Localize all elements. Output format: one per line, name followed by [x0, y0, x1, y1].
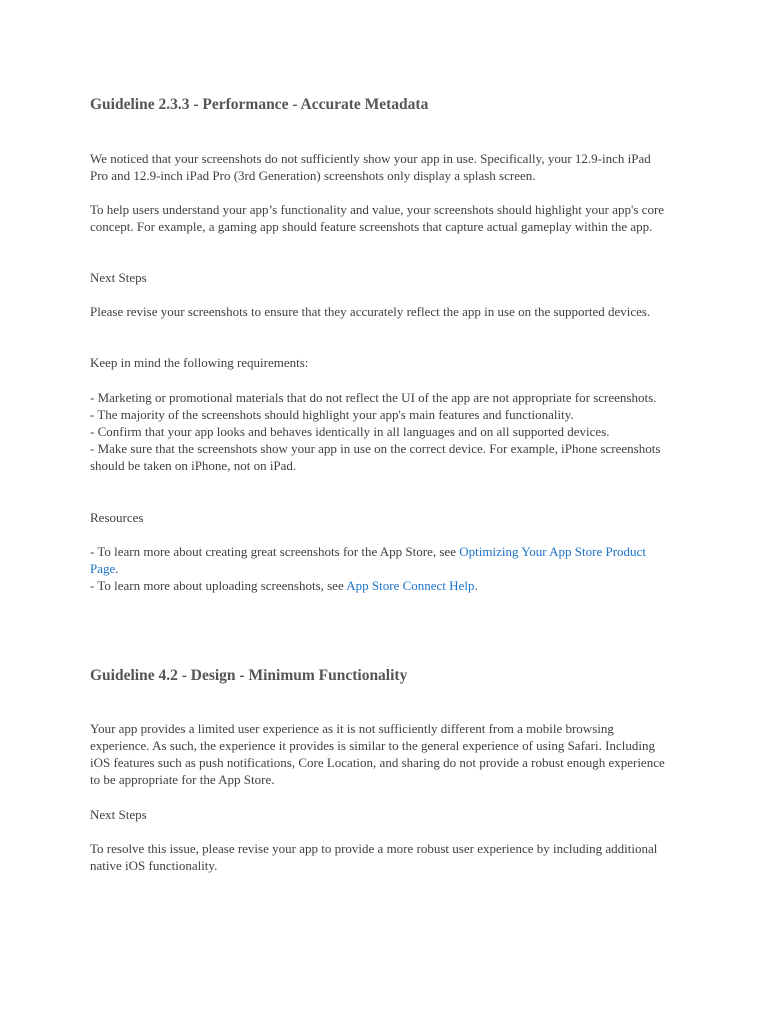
guideline-1-next-steps-label: Next Steps [90, 270, 147, 285]
resources-list [90, 543, 670, 594]
guideline-1-paragraph-3: Please revise your screenshots to ensure that they accurately reflect the app in use on the supported devices. [90, 304, 651, 319]
resource-item [90, 577, 670, 594]
requirement-item: - The majority of the screenshots should highlight your app's main features and functionality. [90, 407, 574, 422]
requirement-item: - Marketing or promotional materials that do not reflect the UI of the app are not appropriate for screenshots. [90, 390, 657, 405]
requirement-item: - Make sure that the screenshots show your app in use on the correct device. For example, iPhone screenshots should be taken on iPhone, not on iPad. [90, 441, 661, 473]
guideline-1-paragraph-1: We noticed that your screenshots do not sufficiently show your app in use. Specifically, your 12.9-inch iPad Pro and 12.9-inch iPad Pro (3rd Generation) screenshots only display a splash screen. [90, 151, 651, 183]
guideline-2-paragraph-2: To resolve this issue, please revise your app to provide a more robust user experience by including additional native iOS functionality. [90, 841, 658, 873]
guideline-2-next-steps-label: Next Steps [90, 807, 147, 822]
resource-item-prefix: - To learn more about creating great screenshots for the App Store, see [90, 544, 460, 559]
optimizing-product-page-link[interactable]: Optimizing Your App Store Product Page [90, 544, 646, 576]
guideline-1-title: Guideline 2.3.3 - Performance - Accurate Metadata [90, 96, 429, 113]
requirements-intro: Keep in mind the following requirements: [90, 355, 309, 370]
resource-item-prefix: - To learn more about uploading screenshots, see [90, 578, 347, 593]
guideline-2-title: Guideline 4.2 - Design - Minimum Functionality [90, 667, 408, 684]
resource-item-suffix: . [474, 578, 478, 593]
guideline-2-paragraph-1: Your app provides a limited user experience as it is not sufficiently different from a mobile browsing experience. As such, the experience it provides is similar to the general experience of using Safari. Including iOS features such as push notifications, Core Location, and sharing do not provide a robust enough experience to be appropriate for the App Store. [90, 721, 665, 787]
guideline-1-paragraph-2: To help users understand your app’s functionality and value, your screenshots should highlight your app's core concept. For example, a gaming app should feature screenshots that capture actual gameplay within the app. [90, 202, 665, 234]
requirements-list [90, 389, 670, 474]
resource-item [90, 543, 670, 577]
requirement-item: - Confirm that your app looks and behaves identically in all languages and on all supported devices. [90, 424, 610, 439]
app-store-connect-help-link[interactable]: App Store Connect Help [346, 578, 475, 593]
resource-item-suffix: . [115, 561, 119, 576]
resources-label: Resources [90, 510, 144, 525]
